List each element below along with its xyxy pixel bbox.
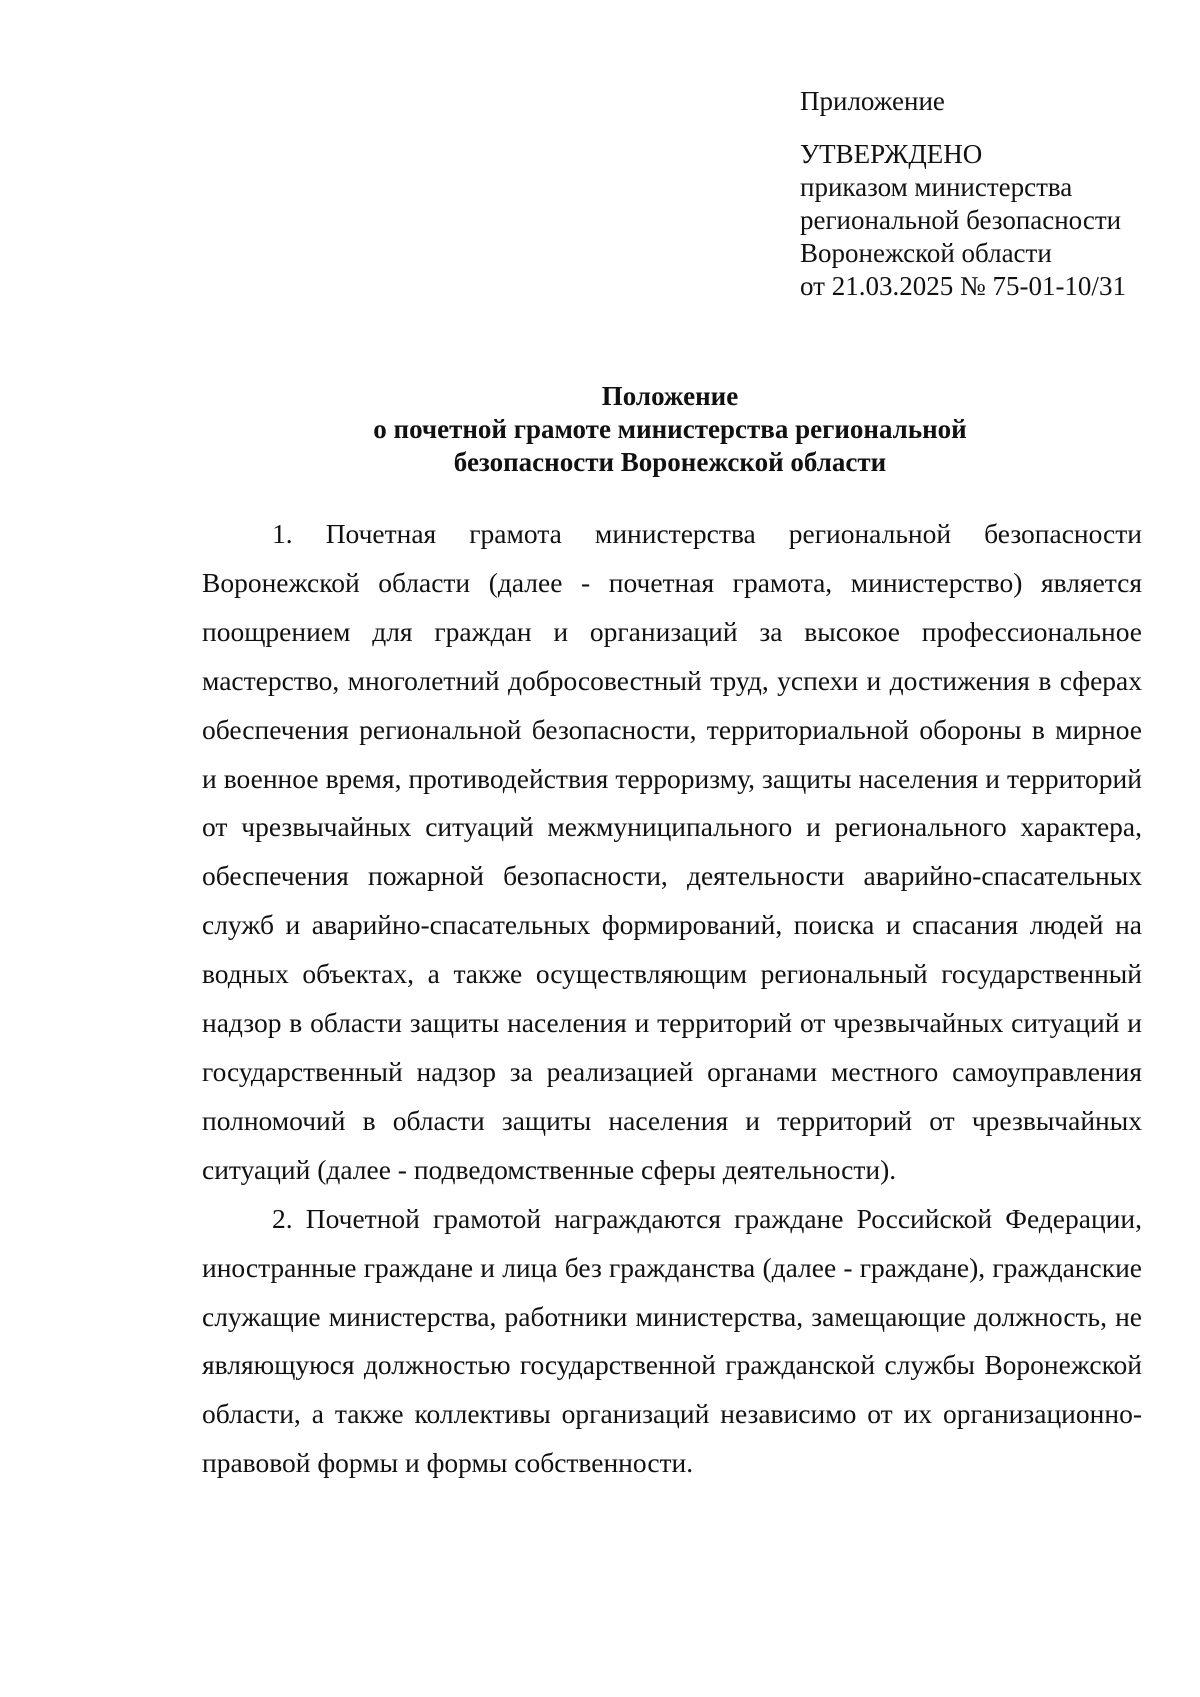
- approved-stamp-text: УТВЕРЖДЕНО: [800, 139, 983, 169]
- title-line-3: безопасности Воронежской области: [453, 447, 887, 477]
- order-line-1: приказом министерства: [800, 172, 1073, 202]
- title-line-1: Положение: [601, 381, 739, 411]
- order-date-number: от 21.03.2025 № 75-01-10/31: [800, 271, 1126, 301]
- paragraph-1: 1. Почетная грамота министерства региональной безопасности Воронежской области (далее - почетная грамота, министерство) является поощрением для граждан и организаций за высокое профессиональное мастерство, многолетний добросовестный труд, успехи и достижения в сферах обеспечения региональной безопасности, территориальной обороны в мирное и военное время, противодействия терроризму, защиты населения и территорий от чрезвычайных ситуаций межмуниципального и регионального характера, обеспечения пожарной безопасности, деятельности аварийно-спасательных служб и аварийно-спасательных формирований, поиска и спасания людей на водных объектах, а также осуществляющим региональный государственный надзор в области защиты населения и территорий от чрезвычайных ситуаций и государственный надзор за реализацией органами местного самоуправления полномочий в области защиты населения и территорий от чрезвычайных ситуаций (далее - подведомственные сферы деятельности).: [202, 518, 1142, 1185]
- order-line-3: Воронежской области: [800, 238, 1052, 268]
- document-body: [202, 510, 1142, 1488]
- paragraph-2: 2. Почетной грамотой награждаются граждане Российской Федерации, иностранные граждане и лица без гражданства (далее - граждане), гражданские служащие министерства, работники министерства, замещающие должность, не являющуюся должностью государственной гражданской службы Воронежской области, а также коллективы организаций независимо от их организационно-правовой формы и формы собственности.: [202, 1202, 1142, 1479]
- document-title: [300, 380, 1040, 479]
- order-line-2: региональной безопасности: [800, 205, 1122, 235]
- title-line-2: о почетной грамоте министерства региональной: [373, 414, 967, 444]
- approval-block: [800, 84, 1160, 303]
- appendix-label: Приложение: [800, 86, 945, 116]
